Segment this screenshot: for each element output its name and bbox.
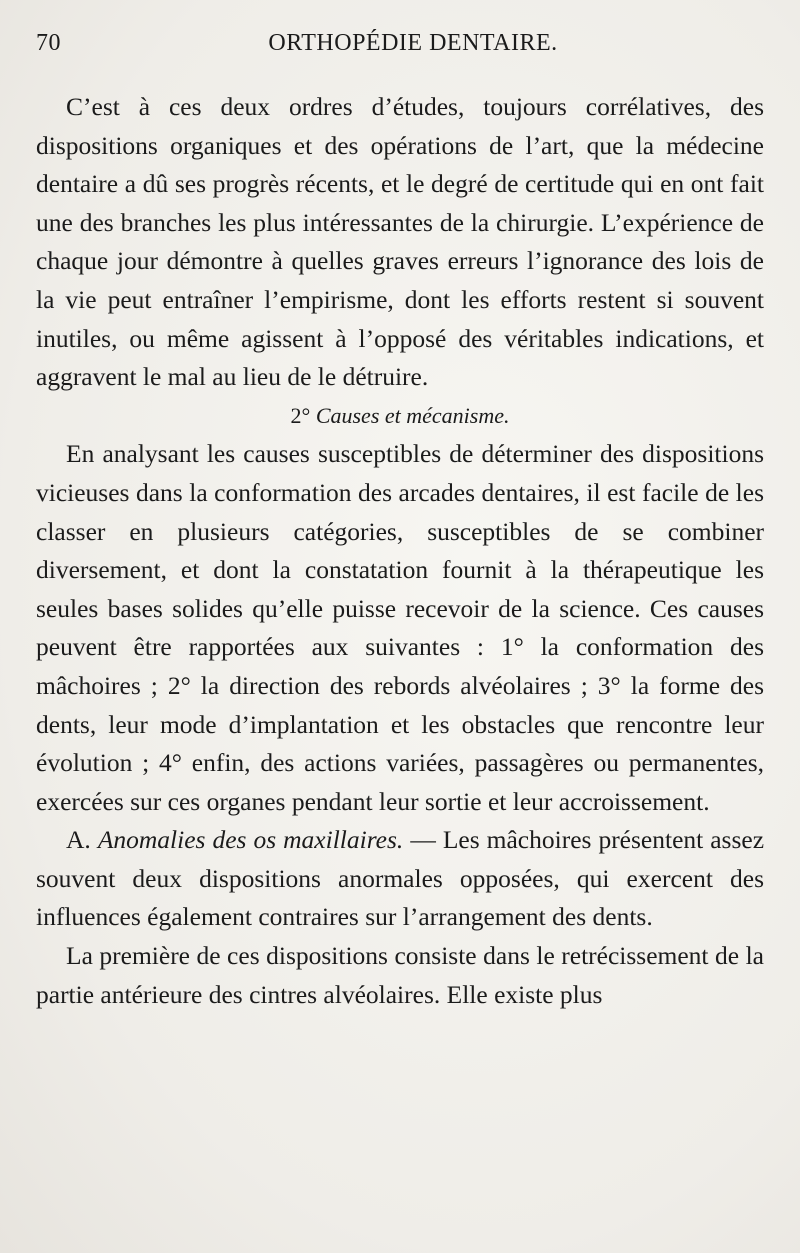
paragraph-first-disposition: La première de ces dispositions consiste dans le retrécissement de la partie antérieure des cintres alvéolaires. Elle existe plus [36,941,764,1009]
section-title: Causes et mécanisme. [315,402,510,428]
page-header [36,30,760,64]
subsection-text: — Les mâchoires présentent assez souvent deux dispositions anormales opposées, qui exercent des influences également contraires sur l’arrangement des dents. [36,825,765,932]
body-text [36,88,764,1014]
running-head: ORTHOPÉDIE DENTAIRE. [268,30,558,56]
subsection-label: A. [66,825,91,855]
subsection-title: Anomalies des os maxillaires. [97,825,404,855]
paragraph-anomalies [36,821,764,937]
paragraph-causes: En analysant les causes susceptibles de déterminer des dispositions vicieuses dans la conformation des arcades dentaires, il est facile de les classer en plusieurs catégories, susceptibles de se combiner diversement, et dont la constatation fournit à la thérapeutique les seules bases solides qu’elle puisse recevoir de la science. Ces causes peuvent être rapportées aux suivantes : 1° la conformation des mâchoires ; 2° la direction des rebords alvéolaires ; 3° la forme des dents, leur mode d’implantation et les obstacles que rencontre leur évolution ; 4° enfin, des actions variées, passagères ou permanentes, exercées sur ces organes pendant leur sortie et leur accroissement. [36,439,764,816]
section-heading [36,397,764,436]
section-number: 2° [290,402,311,428]
page-number: 70 [36,30,61,56]
paragraph-intro: C’est à ces deux ordres d’études, toujours corrélatives, des dispositions organiques et des opérations de l’art, que la médecine dentaire a dû ses progrès récents, et le degré de certitude qui en ont fait une des branches les plus intéressantes de la chirurgie. L’expérience de chaque jour démontre à quelles graves erreurs l’ignorance des lois de la vie peut entraîner l’empirisme, dont les efforts restent si souvent inutiles, ou même agissent à l’opposé des véritables indications, et aggravent le mal au lieu de le détruire. [36,92,764,392]
